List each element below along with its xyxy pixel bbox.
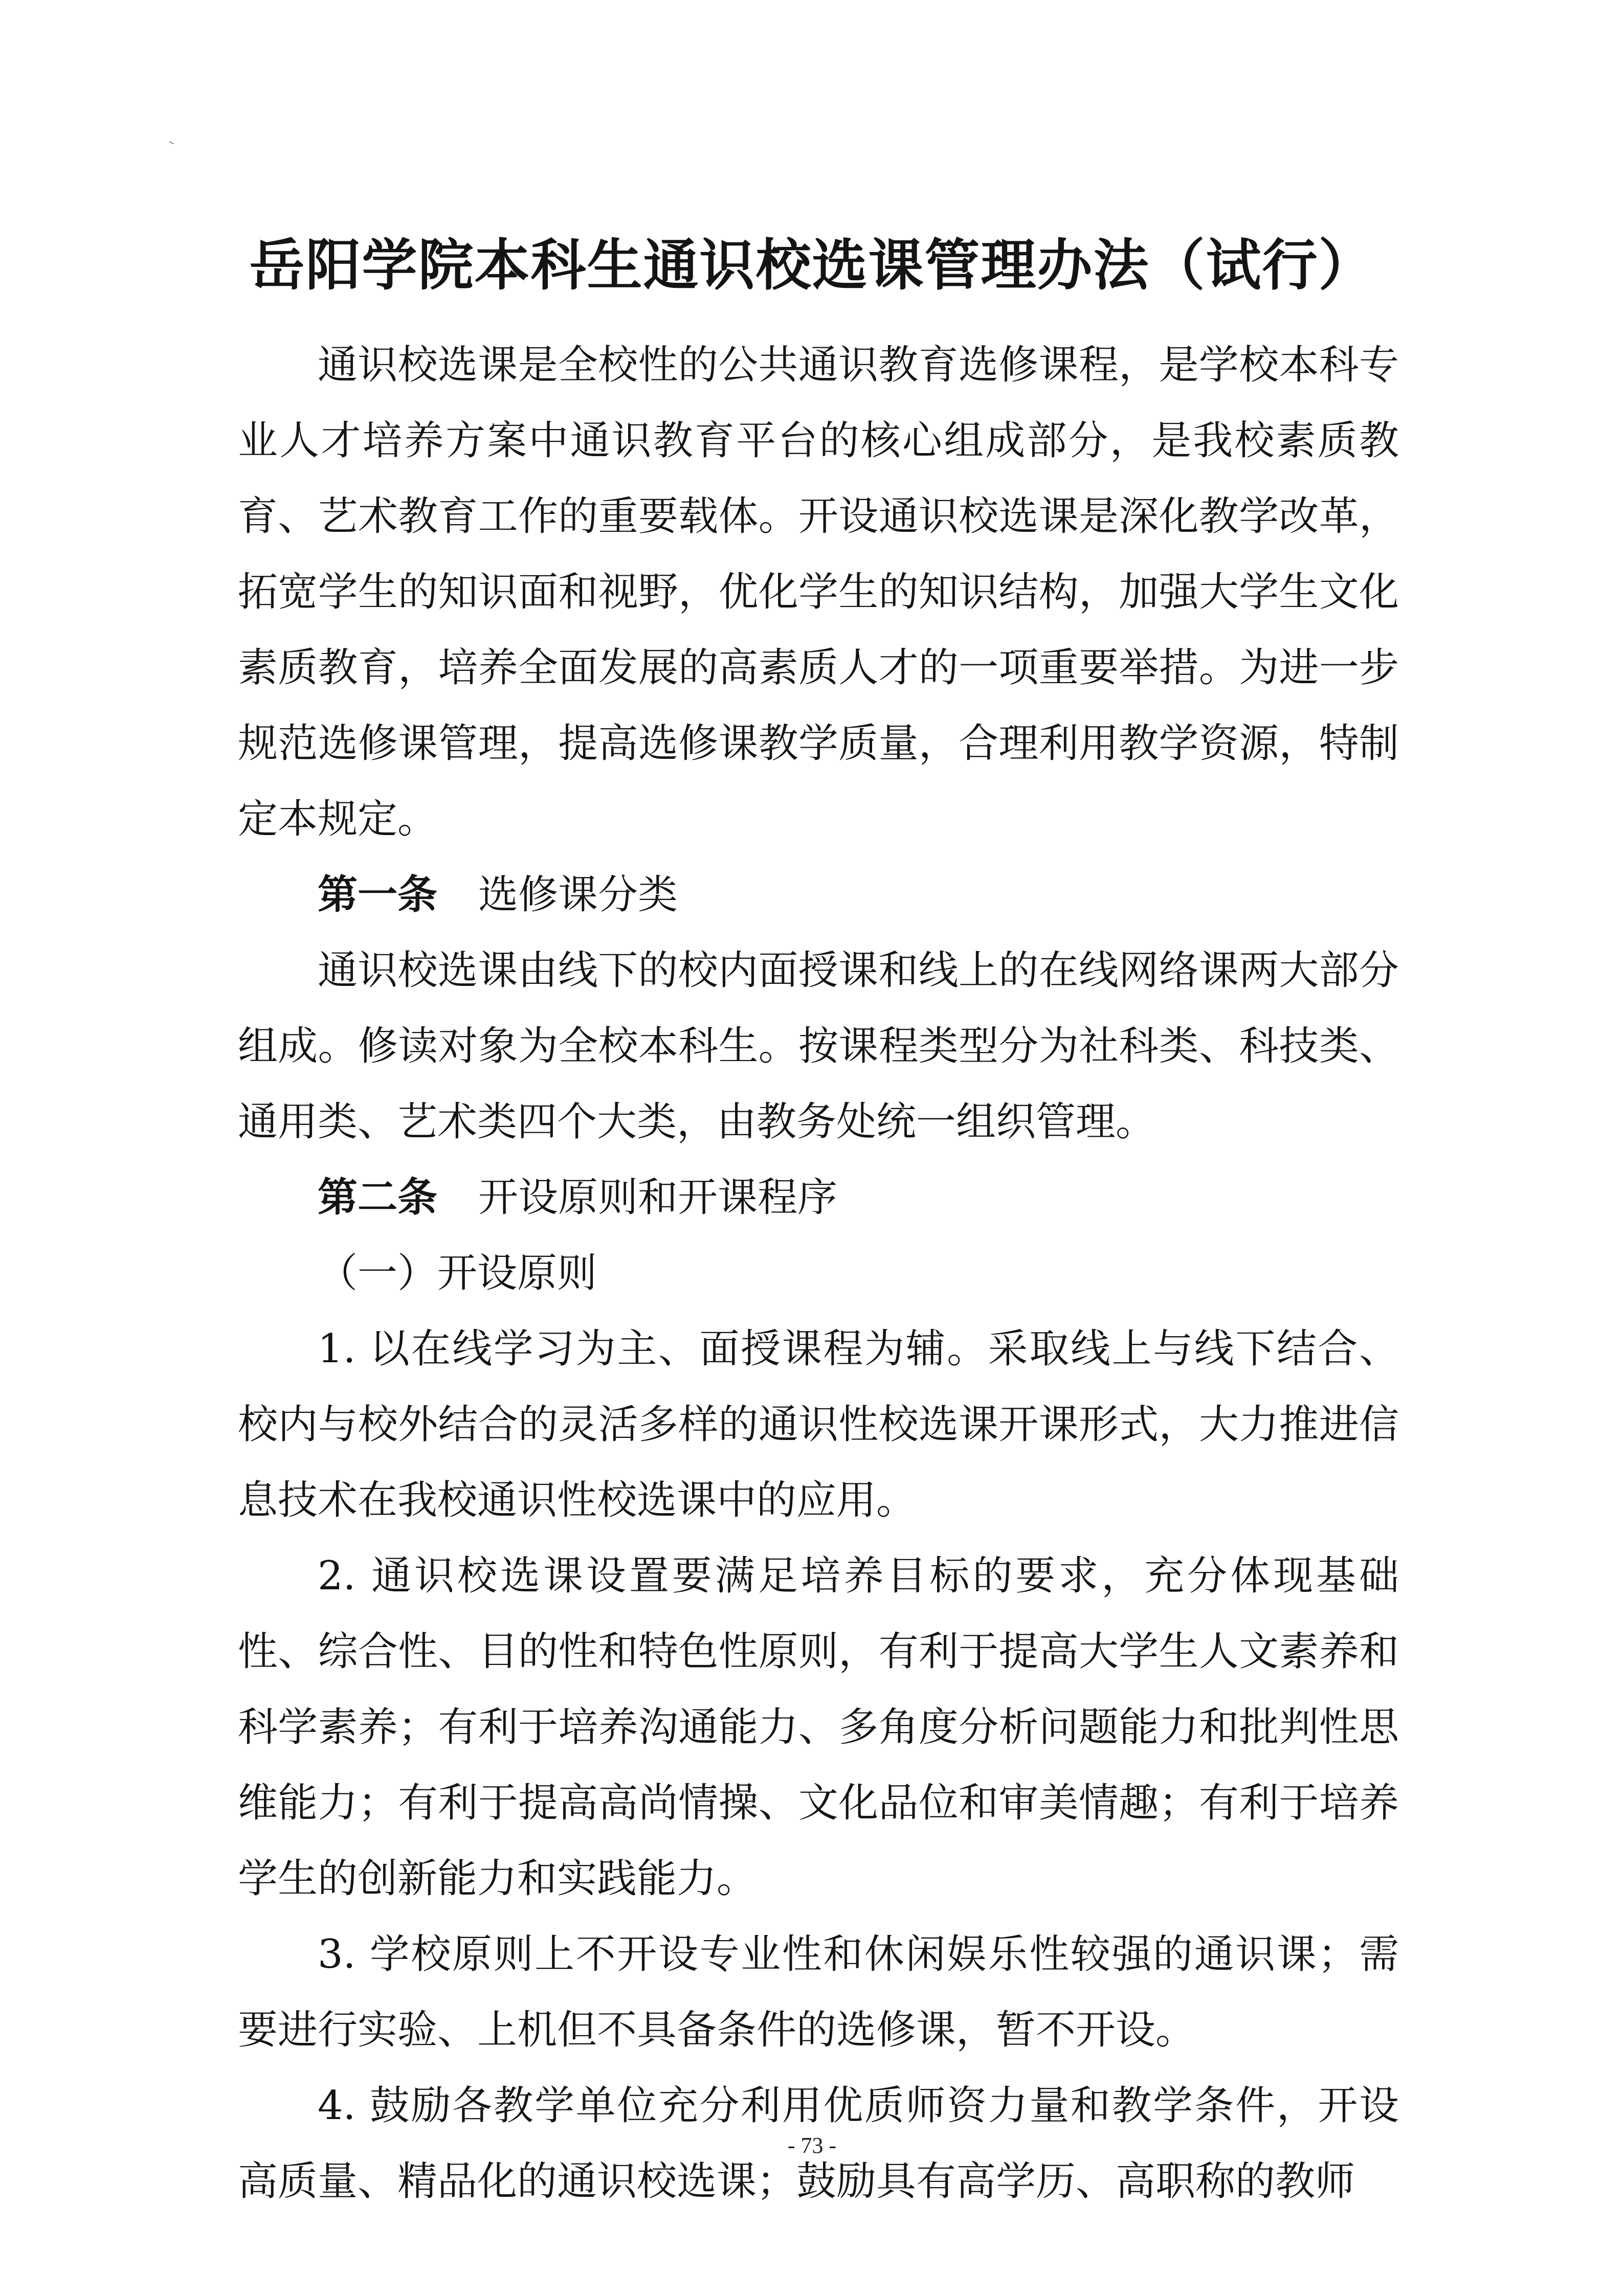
article-2-label: 第二条: [318, 1175, 438, 1221]
list-item-3: 3. 学校原则上不开设专业性和休闲娱乐性较强的通识课；需要进行实验、上机但不具备条件的选修课，暂不开设。: [238, 1931, 1399, 2053]
list-item-1: 1. 以在线学习为主、面授课程为辅。采取线上与线下结合、校内与校外结合的灵活多样的通识性校选课开课形式，大力推进信息技术在我校通识性校选课中的应用。: [238, 1326, 1399, 1523]
section-1-heading: （一）开设原则: [318, 1250, 597, 1296]
page-number: - 73 -: [787, 2133, 837, 2158]
article-1-paragraph: 通识校选课由线下的校内面授课和线上的在线网络课两大部分组成。修读对象为全校本科生。按课程类型分为社科类、科技类、通用类、艺术类四个大类，由教务处统一组织管理。: [238, 948, 1399, 1145]
article-2-title: 开设原则和开课程序: [478, 1175, 838, 1221]
list-item-4: 4. 鼓励各教学单位充分利用优质师资力量和教学条件，开设高质量、精品化的通识校选课；鼓励具有高学历、高职称的教师: [238, 2083, 1399, 2204]
article-1-heading: [238, 857, 1399, 933]
document-title: 岳阳学院本科生通识校选课管理办法（试行）: [249, 234, 1375, 298]
article-1-label: 第一条: [318, 872, 438, 918]
document-body: [238, 327, 1399, 2219]
article-1-title: 选修课分类: [478, 872, 678, 918]
list-item-2: 2. 通识校选课设置要满足培养目标的要求，充分体现基础性、综合性、目的性和特色性原则，有利于提高大学生人文素养和科学素养；有利于培养沟通能力、多角度分析问题能力和批判性思维能力；有利于提高高尚情操、文化品位和审美情趣；有利于培养学生的创新能力和实践能力。: [238, 1553, 1399, 1902]
intro-paragraph: 通识校选课是全校性的公共通识教育选修课程，是学校本科专业人才培养方案中通识教育平台的核心组成部分，是我校素质教育、艺术教育工作的重要载体。开设通识校选课是深化教学改革，拓宽学生的知识面和视野，优化学生的知识结构，加强大学生文化素质教育，培养全面发展的高素质人才的一项重要举措。为进一步规范选修课管理，提高选修课教学质量，合理利用教学资源，特制定本规定。: [238, 342, 1399, 842]
scan-artifact: [169, 141, 174, 144]
article-2-heading: [238, 1160, 1399, 1235]
